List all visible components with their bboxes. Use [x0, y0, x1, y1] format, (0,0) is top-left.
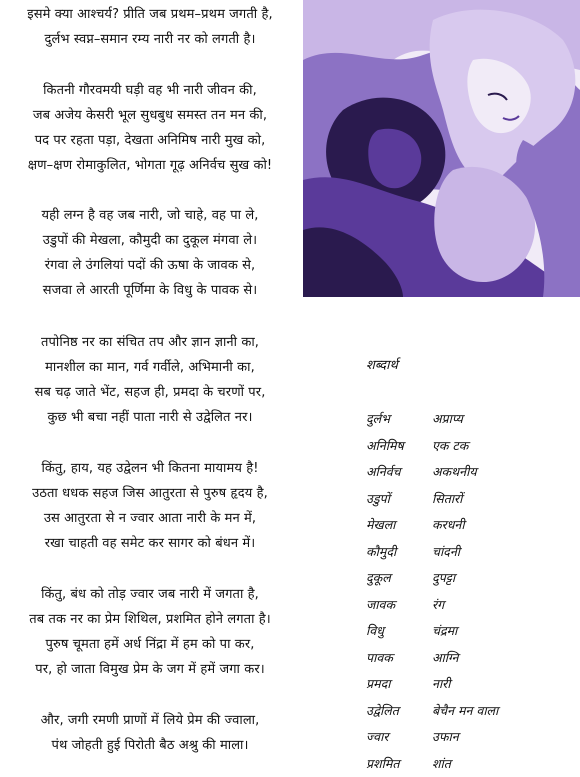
glossary-entry	[366, 751, 576, 777]
glossary-word: प्रशमित	[366, 751, 432, 777]
glossary-entry	[366, 618, 576, 645]
poem-line: और, जगी रमणी प्राणों में लिये प्रेम की ज्वाला,	[0, 708, 300, 733]
glossary-entry	[366, 433, 576, 460]
glossary-meaning: एक टक	[432, 433, 468, 460]
poem-line: जब अजेय केसरी भूल सुधबुध समस्त तन मन की,	[0, 103, 300, 128]
poem-line: पद पर रहता पड़ा, देखता अनिमिष नारी मुख को,	[0, 128, 300, 153]
glossary-entry	[366, 539, 576, 566]
glossary-meaning: अकथनीय	[432, 459, 477, 486]
poem-stanza-7	[0, 708, 300, 758]
glossary-word: कौमुदी	[366, 539, 432, 566]
glossary-word: प्रमदा	[366, 671, 432, 698]
glossary-entry	[366, 592, 576, 619]
couple-illustration	[303, 0, 580, 297]
glossary-entry	[366, 671, 576, 698]
glossary-word: अनिमिष	[366, 433, 432, 460]
glossary-meaning: उफान	[432, 724, 459, 751]
poem-stanza-2	[0, 78, 300, 178]
glossary-word: जावक	[366, 592, 432, 619]
poem-line: तपोनिष्ठ नर का संचित तप और ज्ञान ज्ञानी का,	[0, 330, 300, 355]
glossary-word: ज्वार	[366, 724, 432, 751]
glossary-meaning: आग्नि	[432, 645, 458, 672]
poem-line: सब चढ़ जाते भेंट, सहज ही, प्रमदा के चरणों पर,	[0, 380, 300, 405]
glossary-entry	[366, 459, 576, 486]
poem-line: पर, हो जाता विमुख प्रेम के जग में हमें जगा कर।	[0, 657, 300, 682]
glossary-entry	[366, 406, 576, 433]
glossary-word: दुकूल	[366, 565, 432, 592]
poem-line: रखा चाहती वह समेट कर सागर को बंधन में।	[0, 531, 300, 556]
glossary-meaning: चांदनी	[432, 539, 460, 566]
poem-stanza-3	[0, 203, 300, 303]
glossary-meaning: दुपट्टा	[432, 565, 455, 592]
glossary-heading: शब्दार्थ	[366, 355, 398, 373]
poem-line: दुर्लभ स्वप्न–समान रम्य नारी नर को लगती है।	[0, 27, 300, 52]
glossary-list	[366, 406, 576, 777]
glossary-entry	[366, 724, 576, 751]
glossary-meaning: चंद्रमा	[432, 618, 457, 645]
glossary-word: दुर्लभ	[366, 406, 432, 433]
glossary-entry	[366, 645, 576, 672]
poem-line: रंगवा ले उंगलियां पदों की ऊषा के जावक से,	[0, 253, 300, 278]
poem-line: पंथ जोहती हुई पिरोती बैठ अश्रु की माला।	[0, 733, 300, 758]
glossary-word: विधु	[366, 618, 432, 645]
couple-illustration-art	[303, 0, 580, 297]
poem-stanza-5	[0, 456, 300, 556]
glossary-entry	[366, 512, 576, 539]
glossary-meaning: सितारों	[432, 486, 462, 513]
poem-line: उस आतुरता से न ज्वार आता नारी के मन में,	[0, 506, 300, 531]
poem-line: तब तक नर का प्रेम शिथिल, प्रशमित होने लगता है।	[0, 607, 300, 632]
glossary-meaning: अप्राप्य	[432, 406, 463, 433]
poem-line: उडुपों की मेखला, कौमुदी का दुकूल मंगवा ले।	[0, 228, 300, 253]
poem-line: उठता धधक सहज जिस आतुरता से पुरुष हृदय है,	[0, 481, 300, 506]
glossary-entry	[366, 698, 576, 725]
glossary-entry	[366, 565, 576, 592]
poem-line: मानशील का मान, गर्व गर्वीले, अभिमानी का,	[0, 355, 300, 380]
poem-line: पुरुष चूमता हमें अर्ध निंद्रा में हम को पा कर,	[0, 632, 300, 657]
glossary-meaning: करधनी	[432, 512, 465, 539]
poem-line: किंतु, हाय, यह उद्वेलन भी कितना मायामय है!	[0, 456, 300, 481]
poem-line: इसमे क्या आश्चर्य? प्रीति जब प्रथम–प्रथम जगती है,	[0, 2, 300, 27]
glossary-word: मेखला	[366, 512, 432, 539]
glossary-meaning: बेचैन मन वाला	[432, 698, 498, 725]
poem-stanza-1	[0, 2, 300, 52]
poem-line: क्षण–क्षण रोमाकुलित, भोगता गूढ़ अनिर्वच सुख को!	[0, 153, 300, 178]
poem-line: कितनी गौरवमयी घड़ी वह भी नारी जीवन की,	[0, 78, 300, 103]
glossary-word: उडुपों	[366, 486, 432, 513]
poem-line: कुछ भी बचा नहीं पाता नारी से उद्वेलित नर।	[0, 405, 300, 430]
poem-line: सजवा ले आरती पूर्णिमा के विधु के पावक से।	[0, 278, 300, 303]
poem-line: यही लग्न है वह जब नारी, जो चाहे, वह पा ले,	[0, 203, 300, 228]
glossary-meaning: शांत	[432, 751, 451, 777]
glossary-entry	[366, 486, 576, 513]
glossary-word: उद्वेलित	[366, 698, 432, 725]
poem-stanza-6	[0, 582, 300, 682]
glossary-word: अनिर्वच	[366, 459, 432, 486]
poem-line: किंतु, बंध को तोड़ ज्वार जब नारी में जगता है,	[0, 582, 300, 607]
glossary-word: पावक	[366, 645, 432, 672]
glossary-meaning: रंग	[432, 592, 444, 619]
glossary-meaning: नारी	[432, 671, 451, 698]
poem-stanza-4	[0, 330, 300, 430]
